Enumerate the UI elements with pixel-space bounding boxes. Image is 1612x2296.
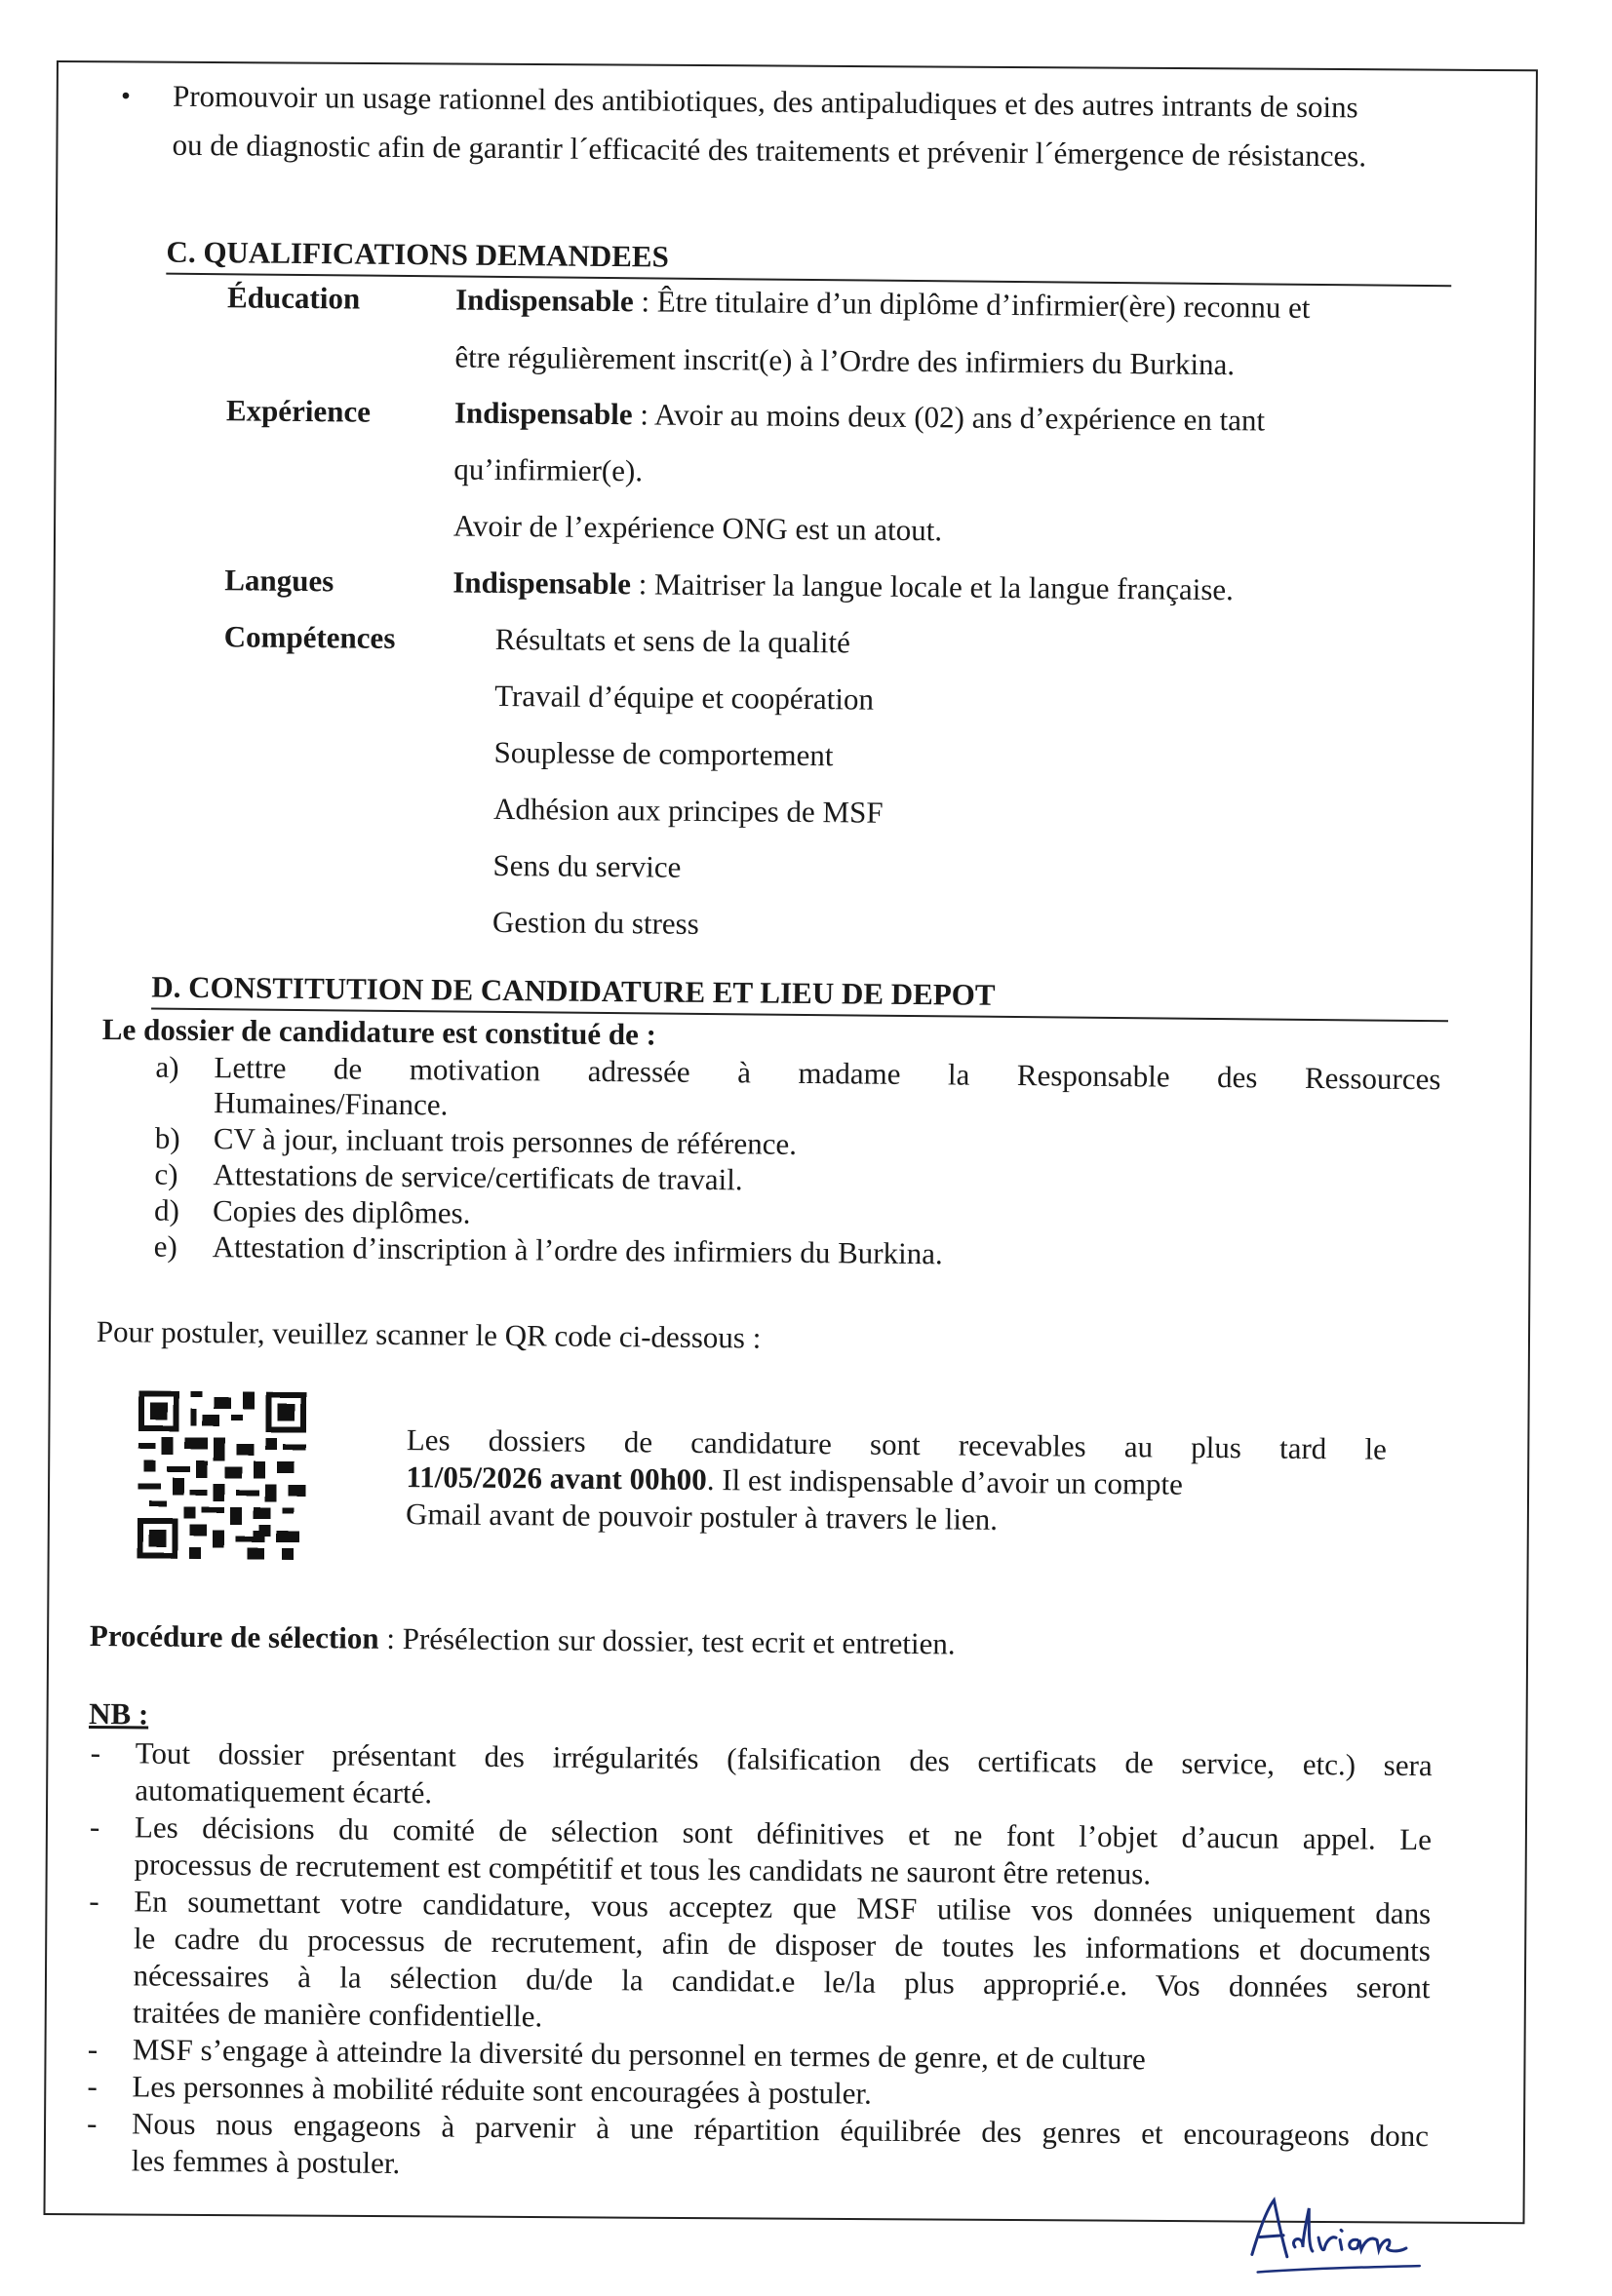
nb-item-line: Nous nous engageons à parvenir à une répartition équilibrée des genres et encourageons donc [131,2106,1430,2154]
dash-marker: - [87,2068,98,2104]
dossier-item-line: Attestations de service/certificats de travail. [213,1157,743,1197]
section-c-title: C. QUALIFICATIONS DEMANDEES [166,234,669,274]
experience-line-3: Avoir de l’expérience ONG est un atout. [452,508,943,548]
education-line-2: être régulièrement inscrit(e) à l’Ordre des infirmiers du Burkina. [454,339,1236,382]
langues-line [452,564,1234,607]
competence-item: Gestion du stress [491,904,699,941]
nb-item-line: nécessaires à la sélection du/de la candidat.e le/la plus approprié.e. Vos données seront [133,1958,1431,2005]
item-marker: b) [154,1120,180,1155]
dash-marker: - [90,1734,101,1771]
dossier-lead: Le dossier de candidature est constitué de : [101,1012,657,1052]
competence-item: Adhésion aux principes de MSF [492,791,884,830]
nb-item-line: les femmes à postuler. [131,2143,401,2181]
dossier-item-line: Lettre de motivation adressée à madame la Responsable des Ressources [214,1050,1441,1097]
nb-item-line: Les décisions du comité de sélection sont définitives et ne font l’objet d’aucun appel. Le [134,1810,1433,1857]
nb-item-line: le cadre du processus de recrutement, afin de disposer de toutes les informations et documents [133,1921,1432,1968]
education-key: Indispensable [454,282,634,319]
item-marker: a) [155,1049,179,1084]
procedure-text: : Présélection sur dossier, test ecrit et entretien. [378,1620,956,1661]
langues-key: Indispensable [452,564,632,602]
dash-marker: - [89,1809,100,1845]
education-text-1: : Être titulaire d’un diplôme d’infirmier(ère) reconnu et [633,284,1311,325]
qr-code-icon[interactable] [135,1390,310,1560]
nb-item-line: MSF s’engage à atteindre la diversité du personnel en termes de genre, et de culture [132,2032,1146,2077]
dossier-item-line: CV à jour, incluant trois personnes de référence. [213,1121,798,1161]
intro-line-1: Promouvoir un usage rationnel des antibiotiques, des antipaludiques et des autres intrants de soins [172,78,1358,125]
experience-text-1: : Avoir au moins deux (02) ans d’expérience en tant [632,397,1266,438]
education-line-1 [455,281,1311,326]
langues-label: Langues [224,563,334,599]
nb-item-line: En soumettant votre candidature, vous acceptez que MSF utilise vos données uniquement dans [134,1884,1432,1931]
item-marker: d) [153,1192,180,1227]
nb-item-line: Les personnes à mobilité réduite sont encouragées à postuler. [132,2069,873,2111]
experience-key: Indispensable [453,395,633,432]
procedure-line [90,1617,956,1662]
dossier-item-line: Copies des diplômes. [212,1193,471,1230]
apply-text: Pour postuler, veuillez scanner le QR code ci-dessous : [96,1314,762,1355]
dossier-item-line: Humaines/Finance. [213,1085,449,1122]
competence-item: Souplesse de comportement [493,734,834,773]
nb-item-line: automatiquement écarté. [135,1772,433,1810]
signature [1235,2178,1431,2287]
langues-text: : Maitriser la langue locale et la langue française. [630,566,1235,607]
competence-item: Sens du service [492,847,682,884]
item-marker: c) [154,1156,178,1191]
dash-marker: - [86,2105,98,2141]
procedure-label: Procédure de sélection [89,1617,379,1655]
experience-label: Expérience [225,393,372,429]
nb-title: NB : [88,1695,149,1732]
section-d-title: D. CONSTITUTION DE CANDIDATURE ET LIEU DE DEPOT [151,969,996,1012]
deadline-text-2: . Il est indispensable d’avoir un compte [706,1462,1184,1501]
nb-item-line: processus de recrutement est compétitif et tous les candidats ne sauront être retenus. [134,1847,1152,1891]
competence-item: Travail d’équipe et coopération [494,678,875,717]
dossier-item-line: Attestation d’inscription à l’ordre des infirmiers du Burkina. [212,1229,943,1271]
experience-line-1 [454,394,1265,438]
dash-marker: - [87,2031,98,2067]
intro-line-2: ou de diagnostic afin de garantir l´efficacité des traitements et prévenir l´émergence de résistances. [172,127,1367,174]
deadline-date: 11/05/2026 avant 00h00 [406,1459,707,1498]
nb-item-line: Tout dossier présentant des irrégularités (falsification des certificats de service, etc.) sera [135,1735,1433,1783]
competence-item: Résultats et sens de la qualité [494,621,851,660]
experience-line-2: qu’infirmier(e). [453,451,644,488]
deadline-text-1: Les dossiers de candidature sont recevables au plus tard le [406,1422,1387,1466]
item-marker: e) [153,1228,177,1264]
bullet-dot: • [120,81,132,112]
deadline-line-2 [406,1459,1183,1502]
deadline-line-3: Gmail avant de pouvoir postuler à travers le lien. [405,1497,999,1537]
nb-item-line: traitées de manière confidentielle. [133,1995,543,2034]
competences-label: Compétences [223,619,396,655]
dash-marker: - [89,1883,99,1919]
education-label: Éducation [226,280,361,316]
